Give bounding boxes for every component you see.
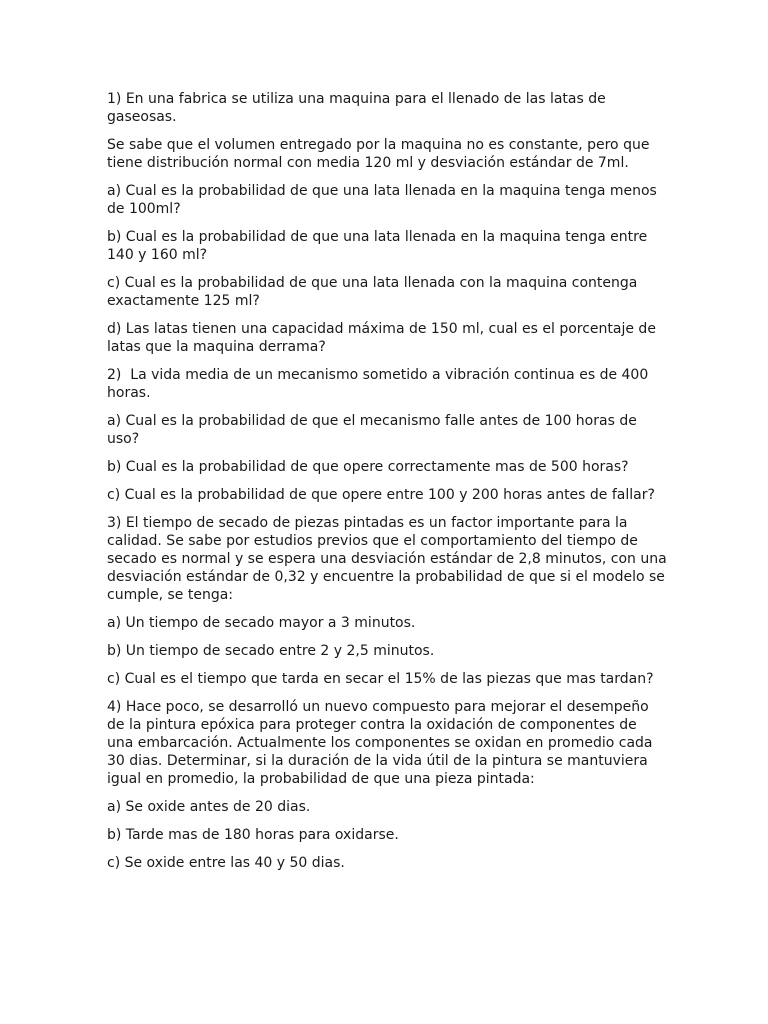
problem-3-question-a: a) Un tiempo de secado mayor a 3 minutos.	[107, 615, 416, 631]
problem-4-question-c: c) Se oxide entre las 40 y 50 dias.	[107, 855, 345, 871]
problem-1-statement: Se sabe que el volumen entregado por la maquina no es constante, pero que tiene distribución normal con media 120 ml y desviación estándar de 7ml.	[107, 137, 654, 171]
document-body	[107, 90, 672, 882]
problem-1-question-d: d) Las latas tienen una capacidad máxima de 150 ml, cual es el porcentaje de latas que la maquina derrama?	[107, 321, 661, 355]
problem-3-statement: 3) El tiempo de secado de piezas pintadas es un factor importante para la calidad. Se sabe por estudios previos que el comportamiento del tiempo de secado es normal y se espera una desviación estándar de 2,8 minutos, con una desviación estándar de 0,32 y encuentre la probabilidad de que si el modelo se cumple, se tenga:	[107, 515, 672, 603]
problem-4-question-a: a) Se oxide antes de 20 dias.	[107, 799, 311, 815]
problem-1-question-a: a) Cual es la probabilidad de que una lata llenada en la maquina tenga menos de 100ml?	[107, 183, 662, 217]
problem-2-heading: 2) La vida media de un mecanismo sometido a vibración continua es de 400 horas.	[107, 367, 653, 401]
problem-1-question-b: b) Cual es la probabilidad de que una lata llenada en la maquina tenga entre 140 y 160 ml?	[107, 229, 652, 263]
problem-1-heading: 1) En una fabrica se utiliza una maquina para el llenado de las latas de gaseosas.	[107, 91, 611, 125]
problem-3-question-c: c) Cual es el tiempo que tarda en secar el 15% de las piezas que mas tardan?	[107, 671, 654, 687]
problem-4-statement: 4) Hace poco, se desarrolló un nuevo compuesto para mejorar el desempeño de la pintura epóxica para proteger contra la oxidación de componentes de una embarcación. Actualmente los componentes se oxidan en promedio cada 30 dias. Determinar, si la duración de la vida útil de la pintura se mantuviera igual en promedio, la probabilidad de que una pieza pintada:	[107, 699, 657, 787]
problem-4-question-b: b) Tarde mas de 180 horas para oxidarse.	[107, 827, 399, 843]
problem-2-question-a: a) Cual es la probabilidad de que el mecanismo falle antes de 100 horas de uso?	[107, 413, 642, 447]
problem-3-question-b: b) Un tiempo de secado entre 2 y 2,5 minutos.	[107, 643, 435, 659]
problem-2-question-c: c) Cual es la probabilidad de que opere entre 100 y 200 horas antes de fallar?	[107, 487, 655, 503]
problem-1-question-c: c) Cual es la probabilidad de que una lata llenada con la maquina contenga exactamente 125 ml?	[107, 275, 642, 309]
problem-2-question-b: b) Cual es la probabilidad de que opere correctamente mas de 500 horas?	[107, 459, 629, 475]
